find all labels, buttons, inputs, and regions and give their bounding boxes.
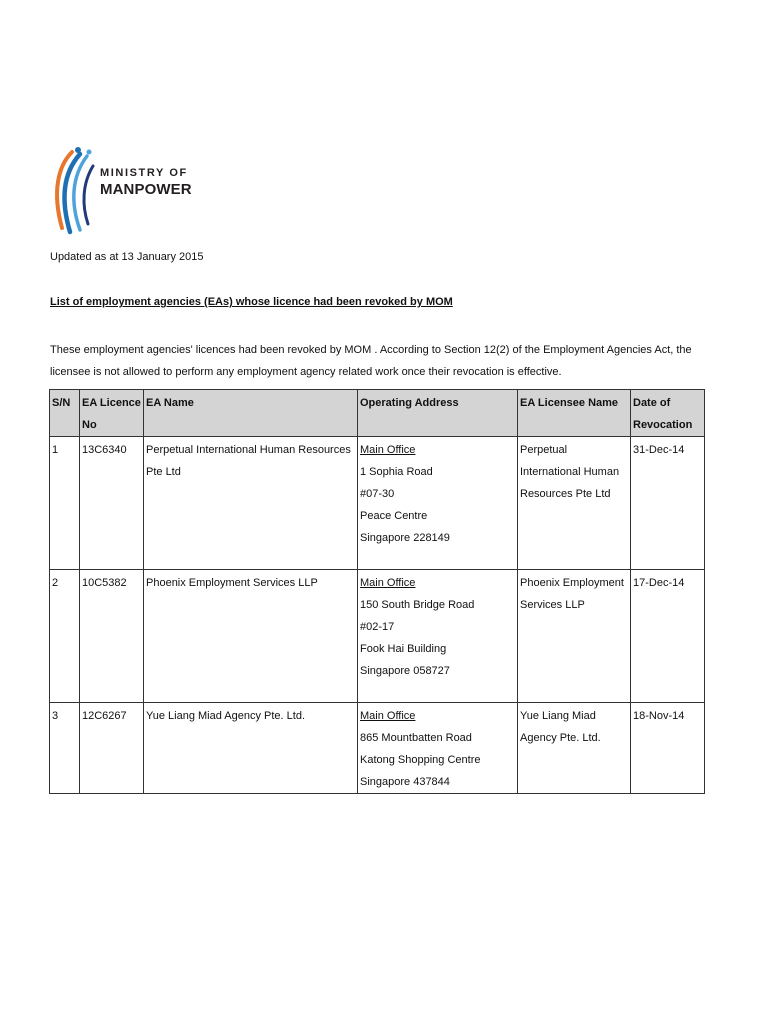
cell-date: 17-Dec-14 bbox=[631, 570, 705, 703]
header-licensee-name: EA Licensee Name bbox=[518, 390, 631, 437]
address-line: Singapore 437844 bbox=[360, 776, 450, 788]
cell-sn: 3 bbox=[50, 703, 80, 794]
address-line: Main Office bbox=[360, 710, 416, 722]
address-line: #02-17 bbox=[360, 621, 395, 633]
cell-licensee: Perpetual International Human Resources Pte Ltd bbox=[518, 437, 631, 570]
table-row bbox=[50, 703, 705, 794]
cell-sn: 2 bbox=[50, 570, 80, 703]
updated-date: Updated as at 13 January 2015 bbox=[50, 251, 204, 263]
cell-licensee: Yue Liang Miad Agency Pte. Ltd. bbox=[518, 703, 631, 794]
ministry-logo bbox=[50, 146, 190, 238]
cell-address bbox=[358, 703, 518, 794]
address-line: 150 South Bridge Road bbox=[360, 599, 475, 611]
cell-address bbox=[358, 570, 518, 703]
header-ea-name: EA Name bbox=[144, 390, 358, 437]
header-date-of-revocation: Date of Revocation bbox=[631, 390, 705, 437]
header-operating-address: Operating Address bbox=[358, 390, 518, 437]
cell-date: 31-Dec-14 bbox=[631, 437, 705, 570]
table-row bbox=[50, 570, 705, 703]
table-header-row bbox=[50, 390, 705, 437]
cell-ea-name: Perpetual International Human Resources Pte Ltd bbox=[144, 437, 358, 570]
address-line: #07-30 bbox=[360, 488, 395, 500]
intro-paragraph: These employment agencies' licences had been revoked by MOM . According to Section 12(2) of the Employment Agencies Act, the licensee is not allowed to perform any employment agency related work once their revocation is effective. bbox=[50, 344, 692, 378]
address-line: Katong Shopping Centre bbox=[360, 754, 481, 766]
ministry-logo-mark bbox=[50, 146, 100, 238]
cell-date: 18-Nov-14 bbox=[631, 703, 705, 794]
address-line: Singapore 228149 bbox=[360, 532, 450, 544]
document-heading: List of employment agencies (EAs) whose licence had been revoked by MOM bbox=[50, 296, 453, 308]
logo-head-dot-small bbox=[87, 150, 92, 155]
address-line: Main Office bbox=[360, 444, 416, 456]
address-line: Peace Centre bbox=[360, 510, 428, 522]
cell-licence: 13C6340 bbox=[80, 437, 144, 570]
cell-ea-name: Phoenix Employment Services LLP bbox=[144, 570, 358, 703]
logo-text bbox=[100, 168, 192, 197]
address-line: 865 Mountbatten Road bbox=[360, 732, 472, 744]
address-line: Singapore 058727 bbox=[360, 665, 450, 677]
address-line: Fook Hai Building bbox=[360, 643, 447, 655]
logo-line2: MANPOWER bbox=[100, 181, 192, 198]
cell-address bbox=[358, 437, 518, 570]
cell-licence: 12C6267 bbox=[80, 703, 144, 794]
revoked-agencies-table bbox=[49, 389, 705, 794]
logo-line1: MINISTRY OF bbox=[100, 167, 188, 179]
table-row bbox=[50, 437, 705, 570]
cell-ea-name: Yue Liang Miad Agency Pte. Ltd. bbox=[144, 703, 358, 794]
address-line: 1 Sophia Road bbox=[360, 466, 433, 478]
header-sn: S/N bbox=[50, 390, 80, 437]
address-line: Main Office bbox=[360, 577, 416, 589]
logo-head-dot bbox=[75, 147, 81, 153]
cell-licence: 10C5382 bbox=[80, 570, 144, 703]
header-licence-no: EA Licence No bbox=[80, 390, 144, 437]
cell-licensee: Phoenix Employment Services LLP bbox=[518, 570, 631, 703]
cell-sn: 1 bbox=[50, 437, 80, 570]
logo-navy-arc bbox=[84, 166, 93, 224]
